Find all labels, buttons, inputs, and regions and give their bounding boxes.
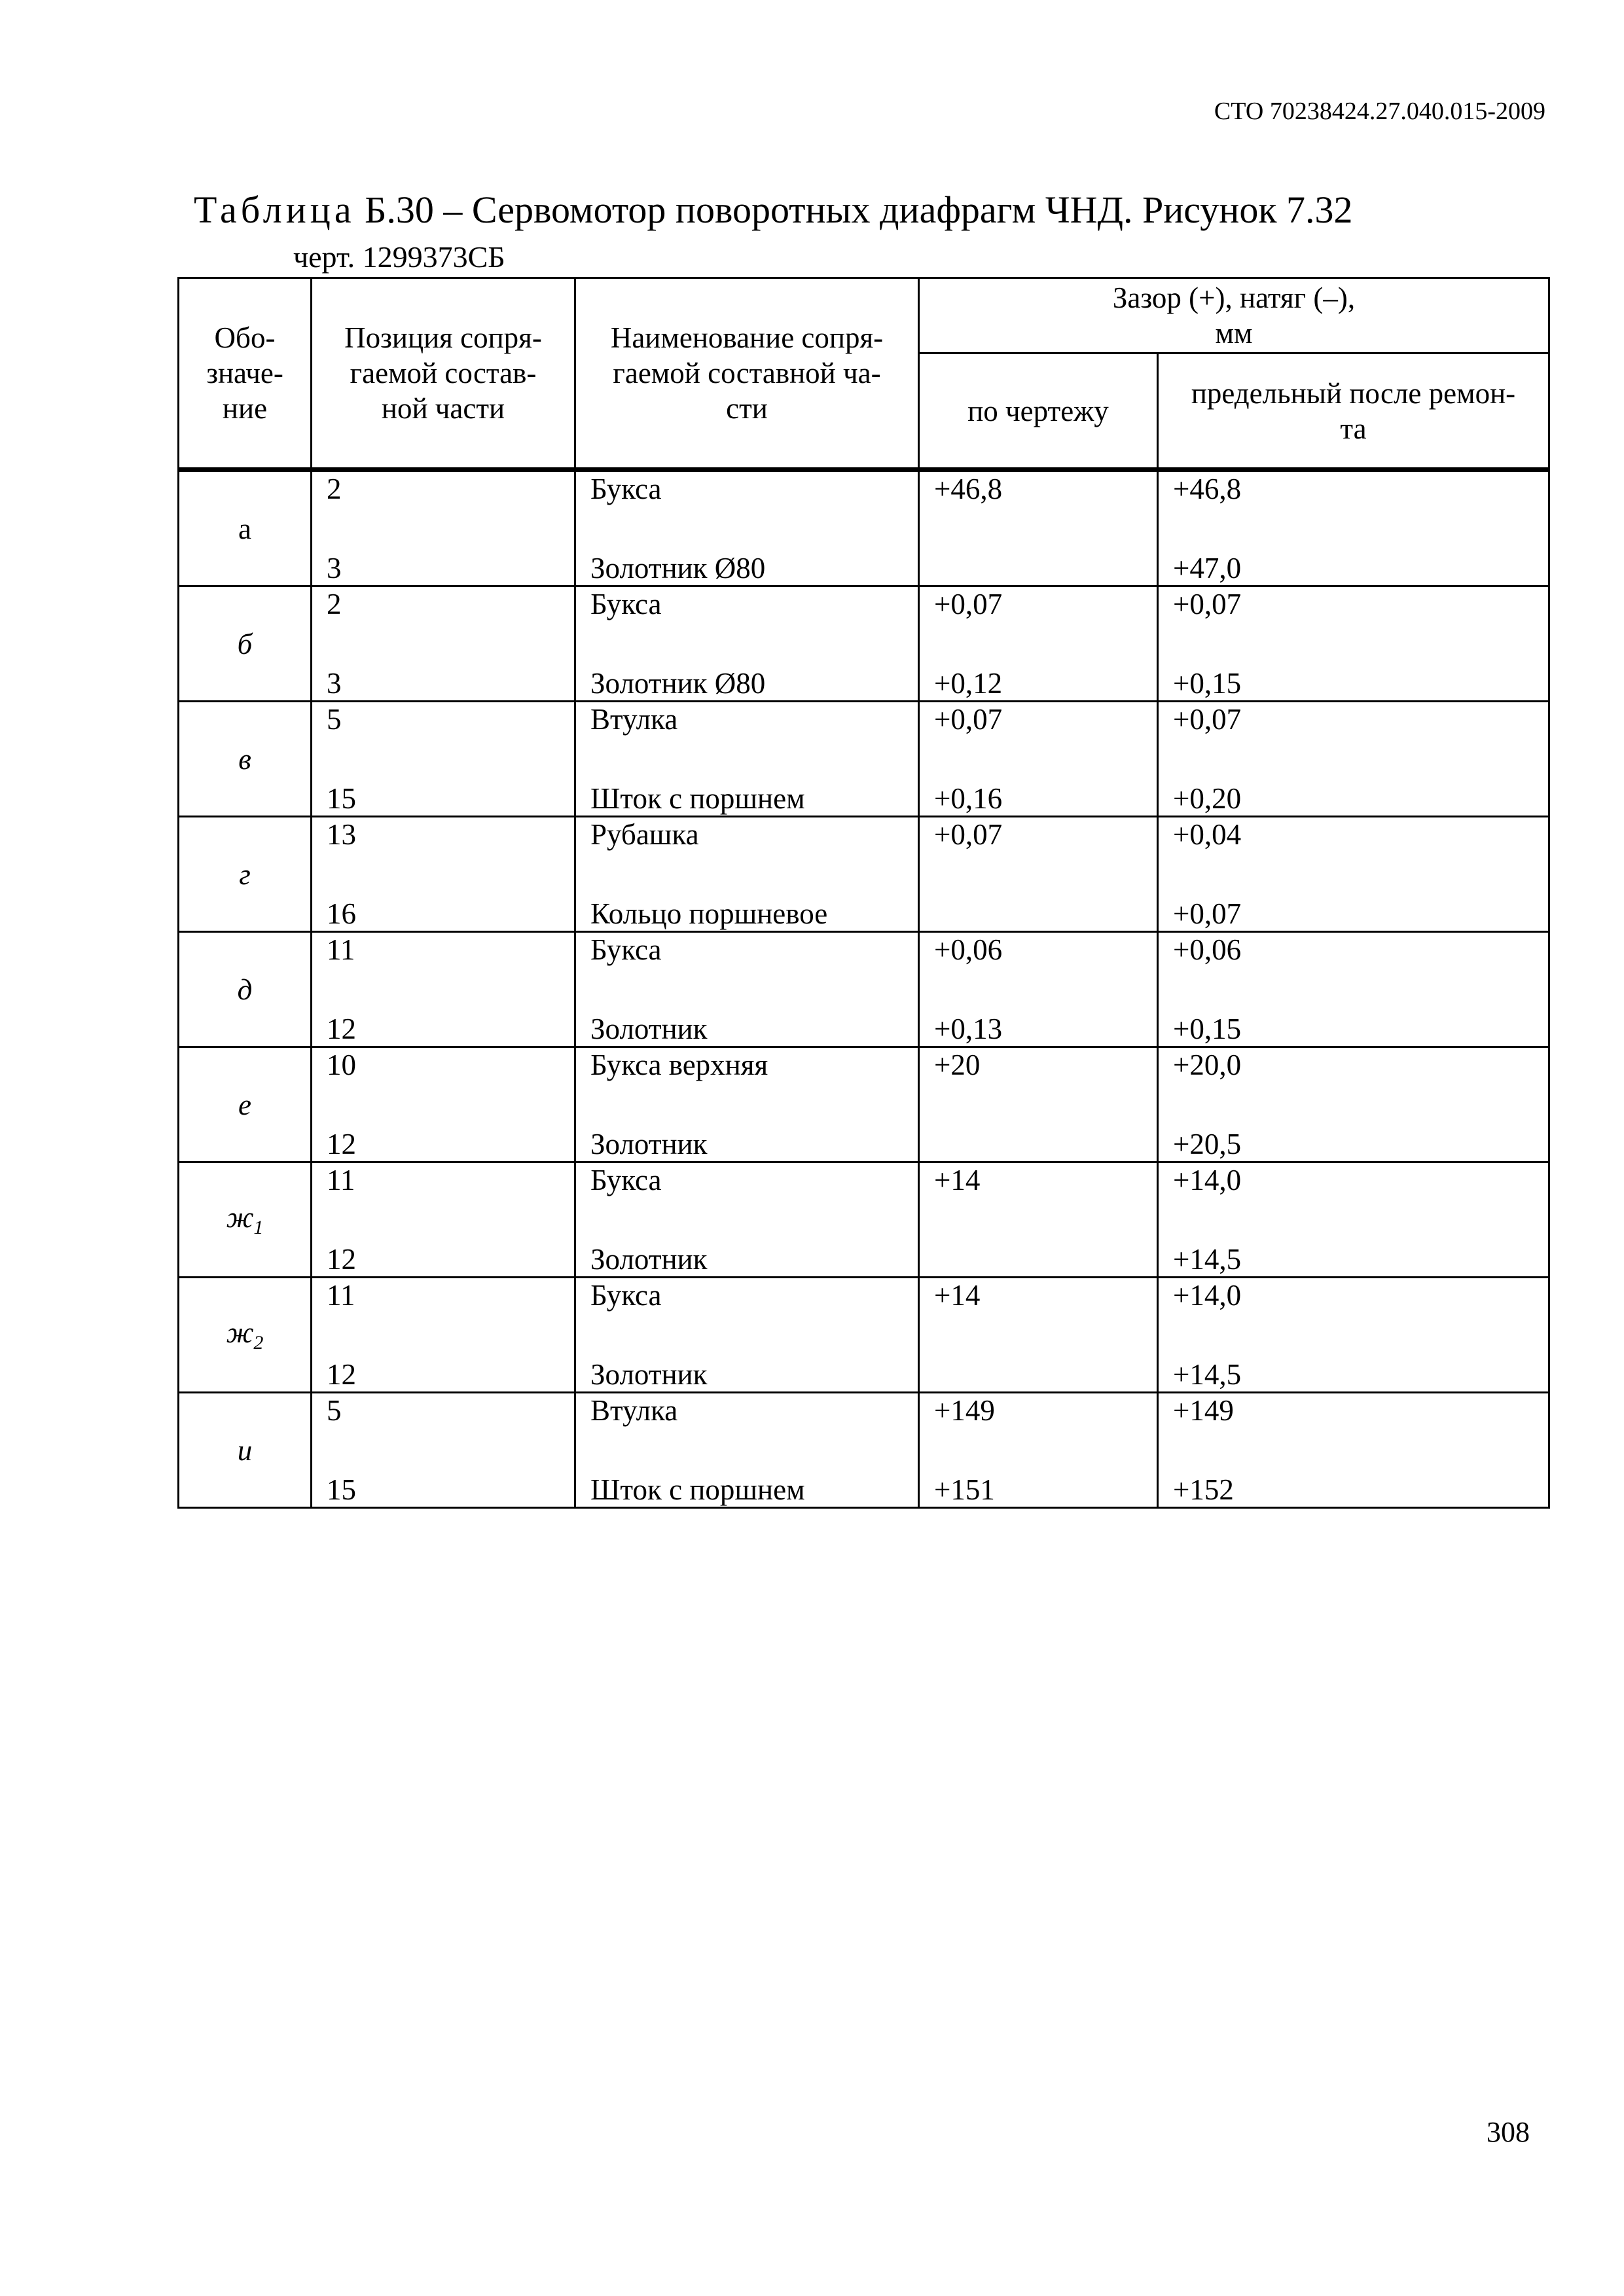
- designation-cell: е: [179, 1047, 312, 1162]
- limit-cell: +46,8 +47,0: [1158, 470, 1549, 586]
- limit-cell: +0,07 +0,20: [1158, 702, 1549, 817]
- table-row: [179, 1047, 1549, 1162]
- table-row: [179, 1162, 1549, 1278]
- header-limit-after-repair: предельный после ремон- та: [1158, 353, 1549, 470]
- part-name-cell: Рубашка Кольцо поршневое: [575, 817, 919, 932]
- part-name-cell: Втулка Шток с поршнем: [575, 1393, 919, 1508]
- header-gap-interference: Зазор (+), натяг (–), мм: [919, 278, 1549, 353]
- limit-cell: +0,06 +0,15: [1158, 932, 1549, 1047]
- limit-cell: +149 +152: [1158, 1393, 1549, 1508]
- table-body: [179, 470, 1549, 1508]
- part-name-cell: Букса Золотник Ø80: [575, 586, 919, 702]
- designation-cell: а: [179, 470, 312, 586]
- part-name-cell: Букса Золотник: [575, 932, 919, 1047]
- position-cell: 2 3: [312, 470, 575, 586]
- table-row: [179, 1278, 1549, 1393]
- limit-cell: +0,04 +0,07: [1158, 817, 1549, 932]
- designation-cell: и: [179, 1393, 312, 1508]
- table-title-label: Таблица: [194, 188, 355, 231]
- by-drawing-cell: +0,06 +0,13: [919, 932, 1158, 1047]
- position-cell: 11 12: [312, 1278, 575, 1393]
- part-name-cell: Втулка Шток с поршнем: [575, 702, 919, 817]
- position-cell: 11 12: [312, 932, 575, 1047]
- header-by-drawing: по чертежу: [919, 353, 1158, 470]
- table-row: [179, 586, 1549, 702]
- by-drawing-cell: +149 +151: [919, 1393, 1158, 1508]
- part-name-cell: Букса верхняя Золотник: [575, 1047, 919, 1162]
- designation-cell: д: [179, 932, 312, 1047]
- by-drawing-cell: +0,07 +0,12: [919, 586, 1158, 702]
- limit-cell: +14,0 +14,5: [1158, 1162, 1549, 1278]
- position-cell: 13 16: [312, 817, 575, 932]
- limit-cell: +20,0 +20,5: [1158, 1047, 1549, 1162]
- limit-cell: +0,07 +0,15: [1158, 586, 1549, 702]
- table-row: [179, 932, 1549, 1047]
- position-cell: 5 15: [312, 1393, 575, 1508]
- table-title: [194, 188, 1353, 231]
- table-row: [179, 1393, 1549, 1508]
- table-subtitle: черт. 1299373СБ: [293, 240, 505, 274]
- position-cell: 2 3: [312, 586, 575, 702]
- designation-cell: $ж_2$: [179, 1278, 312, 1393]
- designation-cell: в: [179, 702, 312, 817]
- header-part-name: Наименование сопря- гаемой составной ча- сти: [575, 278, 919, 470]
- part-name-cell: Букса Золотник: [575, 1278, 919, 1393]
- designation-cell: б: [179, 586, 312, 702]
- position-cell: 11 12: [312, 1162, 575, 1278]
- by-drawing-cell: +0,07 +0,16: [919, 702, 1158, 817]
- part-name-cell: Букса Золотник Ø80: [575, 470, 919, 586]
- table-row: [179, 702, 1549, 817]
- table-title-text: Б.30 – Сервомотор поворотных диафрагм ЧНД. Рисунок 7.32: [355, 188, 1353, 231]
- by-drawing-cell: +0,07: [919, 817, 1158, 932]
- by-drawing-cell: +46,8: [919, 470, 1158, 586]
- designation-cell: г: [179, 817, 312, 932]
- header-designation: Обо- значе- ние: [179, 278, 312, 470]
- clearance-table: [177, 277, 1550, 1509]
- position-cell: 10 12: [312, 1047, 575, 1162]
- position-cell: 5 15: [312, 702, 575, 817]
- table-row: [179, 817, 1549, 932]
- header-position: Позиция сопря- гаемой состав- ной части: [312, 278, 575, 470]
- limit-cell: +14,0 +14,5: [1158, 1278, 1549, 1393]
- by-drawing-cell: +14: [919, 1162, 1158, 1278]
- by-drawing-cell: +20: [919, 1047, 1158, 1162]
- table-row: [179, 470, 1549, 586]
- document-code: СТО 70238424.27.040.015-2009: [1214, 98, 1545, 125]
- part-name-cell: Букса Золотник: [575, 1162, 919, 1278]
- designation-cell: $ж_1$: [179, 1162, 312, 1278]
- page-number: 308: [1487, 2116, 1530, 2148]
- by-drawing-cell: +14: [919, 1278, 1158, 1393]
